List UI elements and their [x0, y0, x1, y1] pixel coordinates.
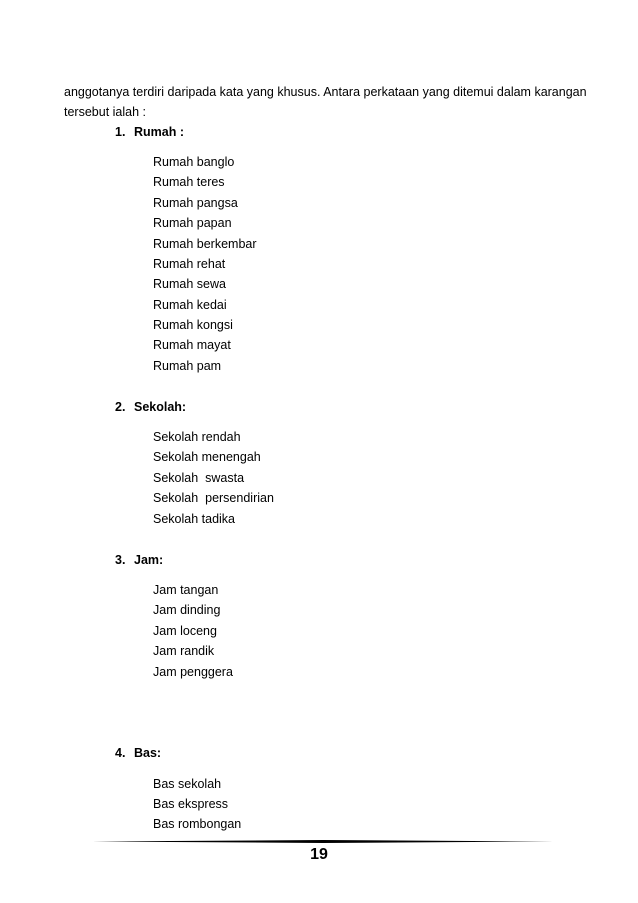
list-item: Rumah mayat — [153, 338, 231, 352]
section-heading — [115, 124, 184, 140]
list-item: Rumah pam — [153, 359, 222, 373]
section-heading — [115, 399, 186, 415]
list-item: Bas ekspress — [153, 797, 229, 811]
list-item: Rumah banglo — [153, 155, 235, 169]
section-title: Sekolah: — [134, 400, 187, 414]
section-number: 2. — [115, 400, 126, 414]
list-item: Rumah berkembar — [153, 237, 257, 251]
list-item: Rumah rehat — [153, 257, 226, 271]
intro-line: anggotanya terdiri daripada kata yang khusus. Antara perkataan yang ditemui dalam karangan — [64, 85, 587, 99]
footer-divider — [92, 840, 554, 843]
list-item: Sekolah tadika — [153, 512, 236, 526]
list-item: Rumah pangsa — [153, 196, 238, 210]
section-heading — [115, 745, 161, 761]
list-item: Jam tangan — [153, 583, 219, 597]
list-item: Rumah kongsi — [153, 318, 233, 332]
section-number: 1. — [115, 125, 126, 139]
list-item: Bas rombongan — [153, 817, 242, 831]
list-item: Jam loceng — [153, 624, 217, 638]
list-item: Sekolah menengah — [153, 450, 261, 464]
list-item: Sekolah persendirian — [153, 491, 274, 505]
section-number: 4. — [115, 746, 126, 760]
section-title: Rumah : — [134, 125, 184, 139]
list-item: Sekolah swasta — [153, 471, 245, 485]
section-title: Jam: — [134, 553, 164, 567]
list-item: Rumah sewa — [153, 277, 226, 291]
section-number: 3. — [115, 553, 126, 567]
list-item: Jam dinding — [153, 603, 221, 617]
list-item: Rumah papan — [153, 216, 232, 230]
list-item: Rumah kedai — [153, 298, 227, 312]
intro-line: tersebut ialah : — [64, 105, 146, 119]
page-number: 19 — [310, 846, 328, 863]
list-item: Bas sekolah — [153, 777, 222, 791]
list-item: Jam penggera — [153, 665, 233, 679]
list-item: Sekolah rendah — [153, 430, 241, 444]
section-heading — [115, 552, 163, 568]
section-title: Bas: — [134, 746, 162, 760]
list-item: Rumah teres — [153, 175, 225, 189]
list-item: Jam randik — [153, 644, 215, 658]
